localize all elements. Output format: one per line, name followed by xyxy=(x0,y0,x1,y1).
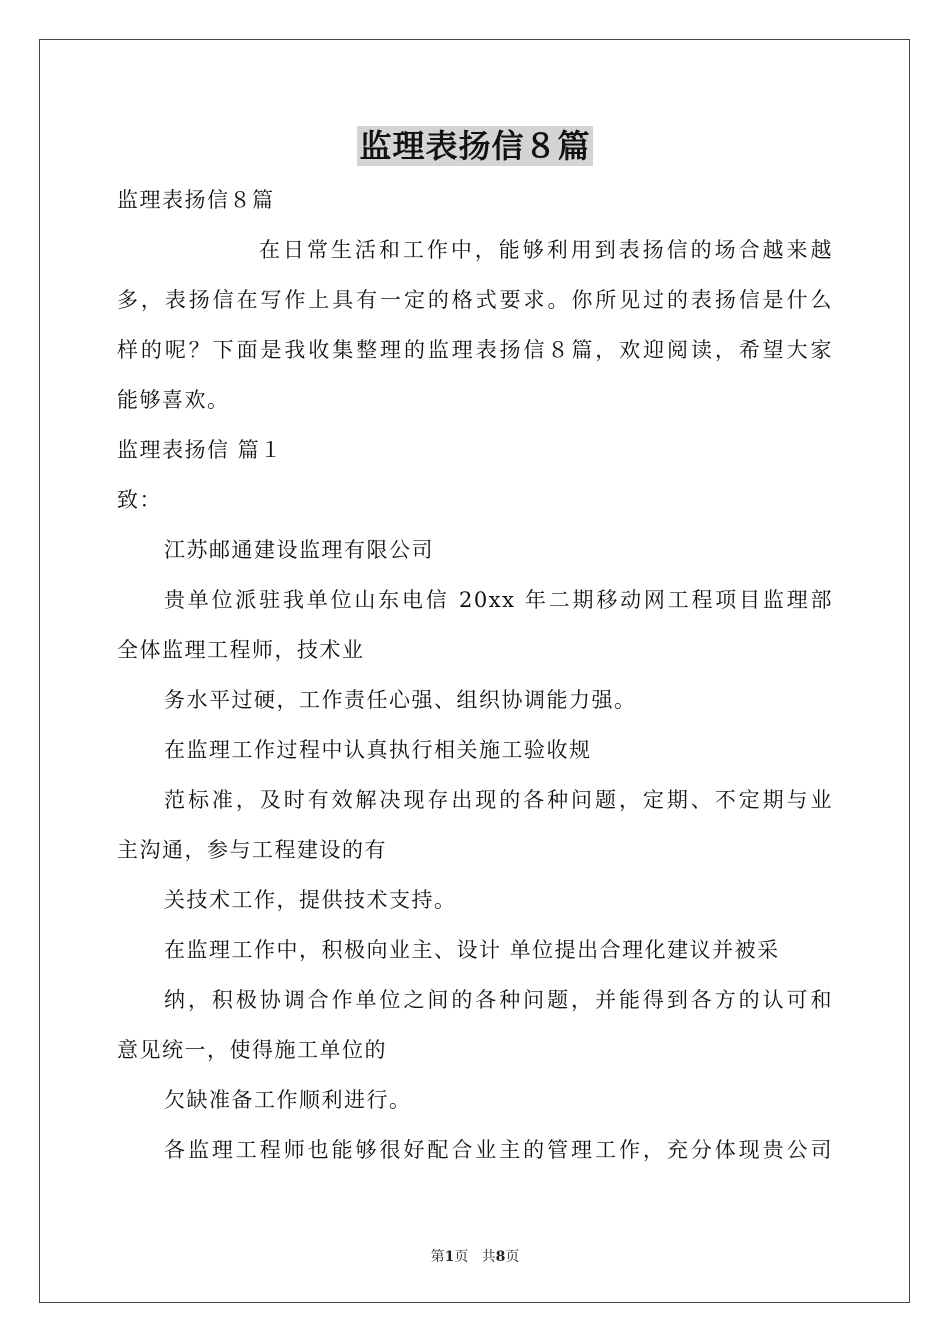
footer-total-prefix: 共 xyxy=(481,1249,496,1265)
paragraph-line: 务水平过硬，工作责任心强、组织协调能力强。 xyxy=(164,688,637,712)
footer-prefix: 第 xyxy=(430,1249,445,1265)
paragraph-line: 范标准，及时有效解决现存出现的各种问题，定期、不定期与业 xyxy=(164,788,833,812)
page-footer xyxy=(0,1246,950,1266)
paragraph-line: 能够喜欢。 xyxy=(117,388,230,412)
paragraph-line: 江苏邮通建设监理有限公司 xyxy=(164,538,434,562)
paragraph-line: 主沟通，参与工程建设的有 xyxy=(117,838,387,862)
footer-total-pages: 8 xyxy=(495,1249,506,1265)
paragraph-line: 致： xyxy=(117,488,162,512)
paragraph-line: 纳，积极协调合作单位之间的各种问题，并能得到各方的认可和 xyxy=(164,988,833,1012)
footer-page-word: 页 xyxy=(454,1249,469,1265)
page-title xyxy=(0,126,950,166)
page-title-text: 监理表扬信８篇 xyxy=(359,127,591,165)
document-body xyxy=(117,175,833,1175)
footer-current-page: 1 xyxy=(444,1249,455,1265)
paragraph-line: 贵单位派驻我单位山东电信 20xx 年二期移动网工程项目监理部 xyxy=(164,588,833,612)
paragraph-line: 意见统一，使得施工单位的 xyxy=(117,1038,387,1062)
paragraph-line: 在日常生活和工作中，能够利用到表扬信的场合越来越 xyxy=(259,238,833,262)
paragraph-line: 在监理工作过程中认真执行相关施工验收规 xyxy=(164,738,592,762)
paragraph-line: 样的呢？下面是我收集整理的监理表扬信８篇，欢迎阅读，希望大家 xyxy=(117,338,833,362)
footer-total-suffix: 页 xyxy=(505,1249,520,1265)
paragraph-line: 全体监理工程师，技术业 xyxy=(117,638,365,662)
paragraph-line: 监理表扬信 篇１ xyxy=(117,438,283,462)
paragraph-line: 欠缺准备工作顺利进行。 xyxy=(164,1088,412,1112)
paragraph-line: 多，表扬信在写作上具有一定的格式要求。你所见过的表扬信是什么 xyxy=(117,288,833,312)
paragraph-line: 各监理工程师也能够很好配合业主的管理工作，充分体现贵公司 xyxy=(164,1138,833,1162)
paragraph-line: 监理表扬信８篇 xyxy=(117,188,275,212)
paragraph-line: 在监理工作中，积极向业主、设计 单位提出合理化建议并被采 xyxy=(164,938,780,962)
paragraph-line: 关技术工作，提供技术支持。 xyxy=(164,888,457,912)
